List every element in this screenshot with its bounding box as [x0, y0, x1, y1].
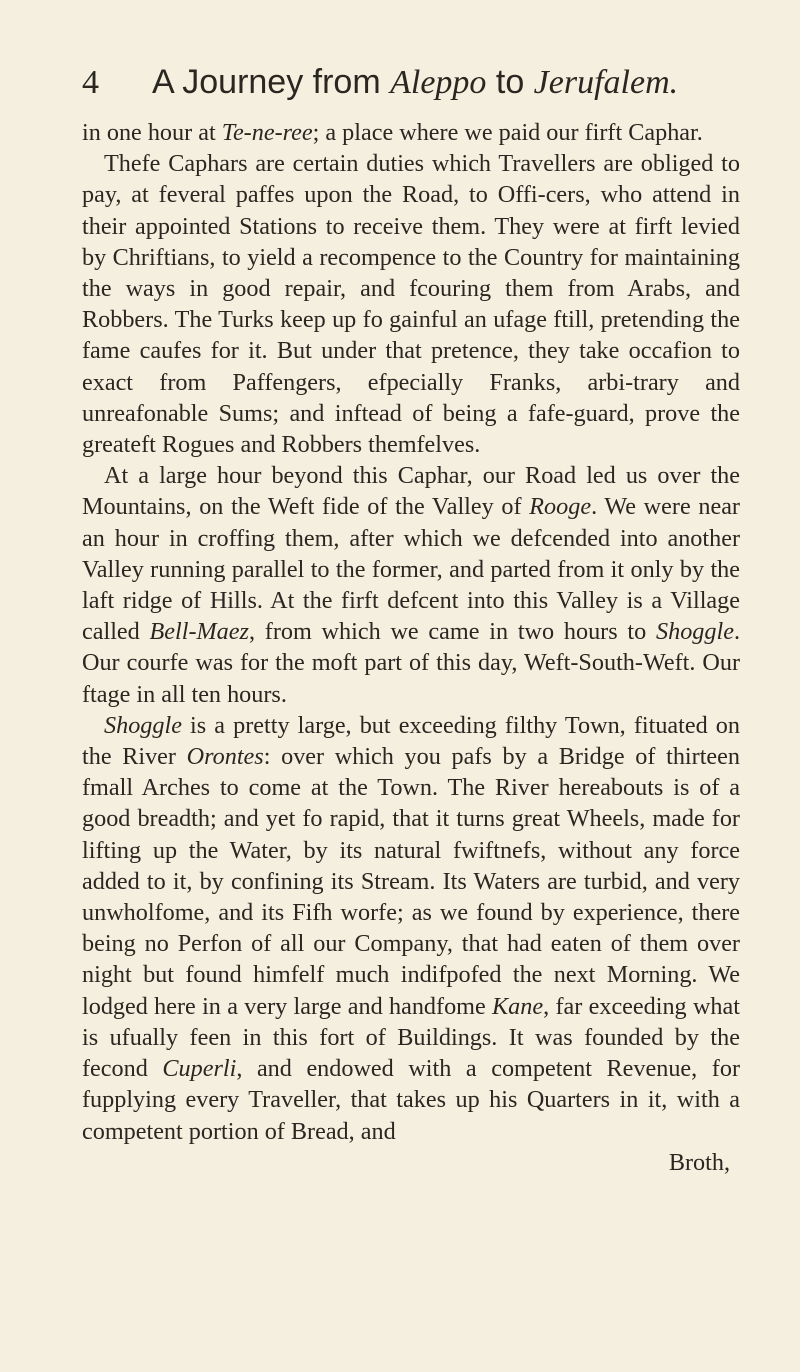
running-title: A Journey from Aleppo to Jerufalem. — [152, 63, 679, 101]
paragraph — [82, 117, 740, 148]
text-run: is a pretty large, but exceeding filthy Town, fituated on the River — [82, 711, 740, 771]
running-header — [82, 62, 740, 103]
italic-term: Bell-Maez — [149, 618, 249, 646]
page-number: 4 — [82, 64, 99, 101]
text-run: . We were near an hour in croffing them, after which we defcended into another Valley running parallel to the former, and parted from it only by the laft ridge of Hills. At the firft defcent into this Valley is a Village called — [82, 493, 740, 646]
text-run: At a large hour beyond this Caphar, our Road led us over the Mountains, on the Weft fide of the Valley of — [82, 462, 740, 521]
text-run: : over which you pafs by a Bridge of thirteen fmall Arches to come at the Town. The River hereabouts is of a good breadth; and yet fo rapid, that it turns great Wheels, made for lifting up the Water, by its natural fwiftnefs, without any force added to it, by confining its Stream. Its Waters are turbid, and very unwholfome, and its Fifh worfe; as we found by experience, there being no Perfon of all our Company, that had eaten of them over night but found himfelf much indifpofed the next Morning. We lodged here in a very large and handfome — [82, 743, 740, 1020]
text-run: , from which we came in two hours to — [248, 618, 657, 646]
paragraph — [82, 710, 740, 1147]
text-run: . Our courfe was for the moft part of this day, Weft-South-Weft. Our ftage in all ten hours. — [82, 618, 740, 708]
italic-term: Rooge — [529, 493, 592, 521]
text-run: ; a place where we paid our firft Caphar. — [312, 119, 703, 146]
italic-term: Kane — [492, 992, 544, 1020]
italic-term: Orontes — [186, 743, 264, 771]
text-run: , far exceeding what is ufually feen in this fort of Buildings. It was founded by the fecond — [82, 992, 740, 1083]
italic-term: Te-ne-ree — [221, 119, 313, 146]
catchword: Broth, — [668, 1148, 730, 1176]
paragraph — [82, 148, 740, 460]
text-run: , and endowed with a competent Revenue, for fupplying every Traveller, that takes up his Quarters in it, with a competent portion of Bread, and — [82, 1055, 740, 1145]
paragraph — [82, 460, 740, 710]
italic-term: Shoggle — [656, 618, 734, 646]
italic-term: Cuperli — [162, 1055, 237, 1083]
italic-term: Shoggle — [104, 711, 182, 739]
text-run: in one hour at — [82, 119, 222, 146]
body-text — [82, 117, 740, 1147]
text-run: Thefe Caphars are certain duties which Travellers are obliged to pay, at feveral paffes upon the Road, to Offi-cers, who attend in their appointed Stations to receive them. They were at firft levied by Chriftians, to yield a recompence to the Country for maintaining the ways in good repair, and fcouring them from Arabs, and Robbers. The Turks keep up fo gainful an ufage ftill, pretending the fame caufes for it. But under that pretence, they take occafion to exact from Paffengers, efpecially Franks, arbi-trary and unreafonable Sums; and inftead of being a fafe-guard, prove the greateft Rogues and Robbers themfelves. — [82, 150, 740, 459]
